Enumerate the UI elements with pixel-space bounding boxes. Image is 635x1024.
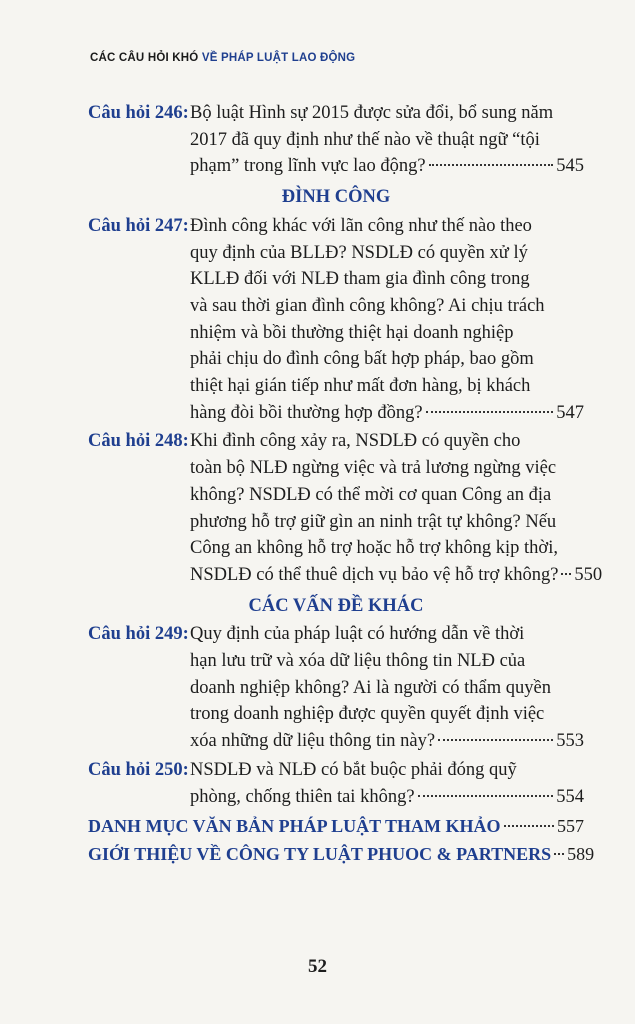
question-line: nhiệm và bồi thường thiệt hại doanh nghiệp [190, 322, 514, 343]
question-line: Quy định của pháp luật có hướng dẫn về thời [190, 624, 525, 645]
question-line: hạn lưu trữ và xóa dữ liệu thông tin NLĐ của [190, 651, 526, 672]
question-line: phạm” trong lĩnh vực lao động? [190, 156, 426, 177]
page-ref: 554 [556, 786, 584, 807]
question-label: Câu hỏi 250: [88, 759, 189, 780]
question-line: phương hỗ trợ giữ gìn an ninh trật tự không? Nếu [190, 511, 557, 532]
question-label: Câu hỏi 249: [88, 624, 189, 645]
dot-leader [561, 573, 571, 575]
toc-entry[interactable] [88, 100, 584, 180]
toc-entry[interactable] [88, 621, 584, 755]
question-label: Câu hỏi 247: [88, 215, 189, 236]
toc-entry[interactable] [88, 757, 584, 810]
dot-leader [504, 825, 554, 827]
running-head [90, 52, 355, 64]
appendix-entry[interactable] [88, 840, 595, 868]
page-ref: 557 [557, 816, 584, 837]
dot-leader [426, 411, 554, 413]
question-line: Khi đình công xảy ra, NSDLĐ có quyền cho [190, 431, 521, 452]
question-line: 2017 đã quy định như thế nào về thuật ngữ “tội [190, 129, 540, 150]
question-line: NSDLĐ và NLĐ có bắt buộc phải đóng quỹ [190, 759, 517, 780]
question-label: Câu hỏi 246: [88, 103, 189, 123]
question-last-line [190, 784, 584, 811]
toc-entry[interactable] [88, 428, 603, 588]
question-text [190, 213, 584, 427]
page-ref: 545 [556, 156, 584, 177]
toc-entry[interactable] [88, 213, 584, 427]
question-line: NSDLĐ có thể thuê dịch vụ bảo vệ hỗ trợ không? [190, 564, 559, 585]
question-line: Bộ luật Hình sự 2015 được sửa đổi, bổ sung năm [190, 103, 554, 123]
question-text [190, 757, 584, 810]
question-line: hàng đòi bồi thường hợp đồng? [190, 402, 423, 423]
question-line: Đình công khác với lãn công như thế nào theo [190, 215, 532, 236]
page-number: 52 [308, 956, 327, 977]
question-line: toàn bộ NLĐ ngừng việc và trả lương ngừng việc [190, 458, 557, 479]
question-last-line [190, 400, 584, 427]
running-head-part1: CÁC CÂU HỎI KHÓ [90, 52, 199, 64]
question-last-line [190, 153, 584, 180]
question-text [190, 100, 584, 180]
page-ref: 547 [556, 402, 584, 423]
appendix-entry[interactable] [88, 812, 584, 840]
question-line: doanh nghiệp không? Ai là người có thẩm quyền [190, 677, 551, 698]
running-head-part2: VỀ PHÁP LUẬT LAO ĐỘNG [201, 52, 356, 64]
question-line: và sau thời gian đình công không? Ai chịu trách [190, 295, 545, 316]
question-line: trong doanh nghiệp được quyền quyết định việc [190, 704, 545, 725]
dot-leader [438, 739, 553, 741]
table-of-contents [88, 100, 603, 868]
question-line: không? NSDLĐ có thể mời cơ quan Công an địa [190, 484, 552, 505]
question-last-line [190, 728, 584, 755]
page-ref: 550 [574, 564, 603, 585]
page-ref: 553 [556, 731, 584, 752]
dot-leader [418, 795, 554, 797]
dot-leader [554, 853, 564, 855]
question-text [190, 621, 584, 755]
question-line: thiệt hại gián tiếp như mất đơn hàng, bị khách [190, 376, 531, 397]
appendix-title: DANH MỤC VĂN BẢN PHÁP LUẬT THAM KHẢO [88, 816, 501, 837]
page-ref: 589 [567, 844, 595, 865]
appendix-title: GIỚI THIỆU VỀ CÔNG TY LUẬT PHUOC & PARTNERS [88, 844, 552, 865]
question-line: KLLĐ đối với NLĐ tham gia đình công trong [190, 269, 530, 290]
question-last-line [190, 562, 603, 589]
question-line: xóa những dữ liệu thông tin này? [190, 731, 436, 752]
question-line: quy định của BLLĐ? NSDLĐ có quyền xử lý [190, 242, 528, 263]
question-text [190, 428, 603, 588]
section-heading: CÁC VẤN ĐỀ KHÁC [248, 595, 424, 616]
question-label: Câu hỏi 248: [88, 431, 189, 452]
dot-leader [429, 164, 554, 166]
section-heading: ĐÌNH CÔNG [281, 187, 391, 208]
question-line: phòng, chống thiên tai không? [190, 786, 415, 807]
question-line: Công an không hỗ trợ hoặc hỗ trợ không kịp thời, [190, 538, 558, 559]
question-line: phải chịu do đình công bất hợp pháp, bao gồm [190, 349, 534, 370]
